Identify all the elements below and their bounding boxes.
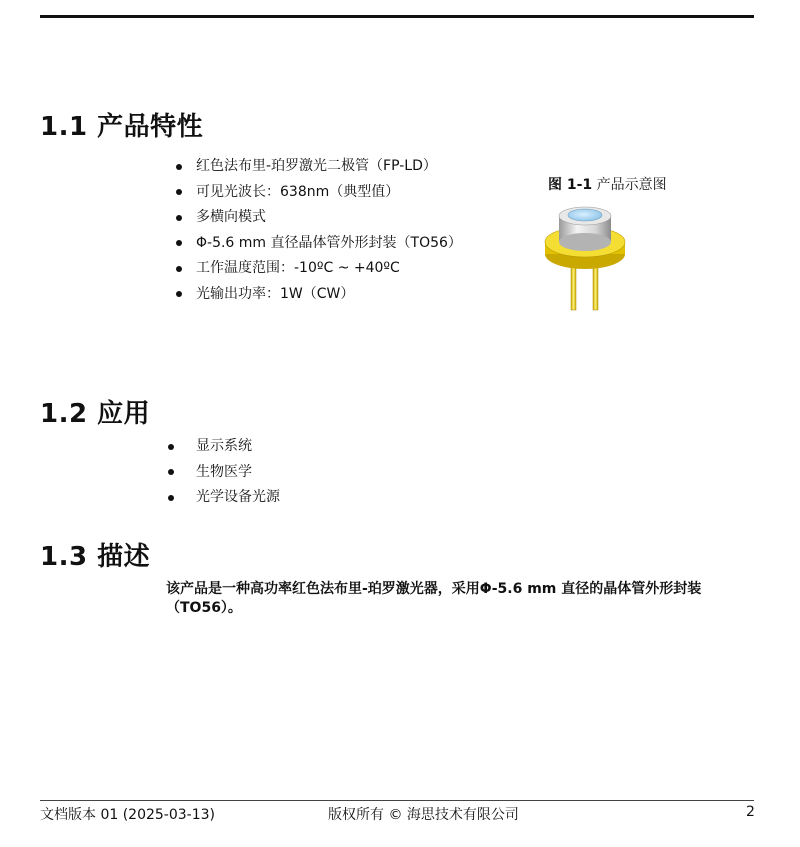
list-item: 显示系统 (168, 434, 280, 460)
bullet-icon (176, 164, 182, 170)
bullet-icon (176, 291, 182, 297)
list-item: 工作温度范围：-10ºC ~ +40ºC (176, 256, 462, 282)
description-text: 该产品是一种高功率红色法布里-珀罗激光器，采用Φ-5.6 mm 直径的晶体管外形封装（TO56）。 (166, 581, 702, 616)
page-number: 2 (746, 804, 755, 820)
bullet-icon (168, 469, 174, 475)
footer-rule (40, 800, 754, 801)
header-rule (40, 15, 754, 18)
applications-list (168, 434, 280, 511)
bullet-icon (176, 240, 182, 246)
list-item: 生物医学 (168, 460, 280, 486)
figure-label: 图 1-1 (548, 177, 593, 193)
list-item: 光学设备光源 (168, 485, 280, 511)
list-item: 可见光波长：638nm（典型值） (176, 180, 462, 206)
list-item: Φ-5.6 mm 直径晶体管外形封装（TO56） (176, 231, 462, 257)
bullet-icon (176, 215, 182, 221)
bullet-icon (176, 189, 182, 195)
section-heading-features: 1.1 产品特性 (40, 112, 204, 142)
list-item: 光输出功率：1W（CW） (176, 282, 462, 308)
figure-caption-text: 产品示意图 (596, 177, 667, 193)
copyright-notice: 版权所有 © 海思技术有限公司 (328, 807, 519, 823)
document-version: 文档版本 01 (2025-03-13) (40, 807, 215, 823)
bullet-icon (168, 444, 174, 450)
figure-caption (548, 174, 667, 194)
section-heading-description: 1.3 描述 (40, 542, 151, 572)
section-heading-applications: 1.2 应用 (40, 399, 151, 429)
bullet-icon (176, 266, 182, 272)
list-item: 红色法布里-珀罗激光二极管（FP-LD） (176, 154, 462, 180)
laser-diode-package-image (538, 196, 638, 316)
bullet-icon (168, 495, 174, 501)
list-item: 多横向模式 (176, 205, 462, 231)
features-list (176, 154, 462, 307)
